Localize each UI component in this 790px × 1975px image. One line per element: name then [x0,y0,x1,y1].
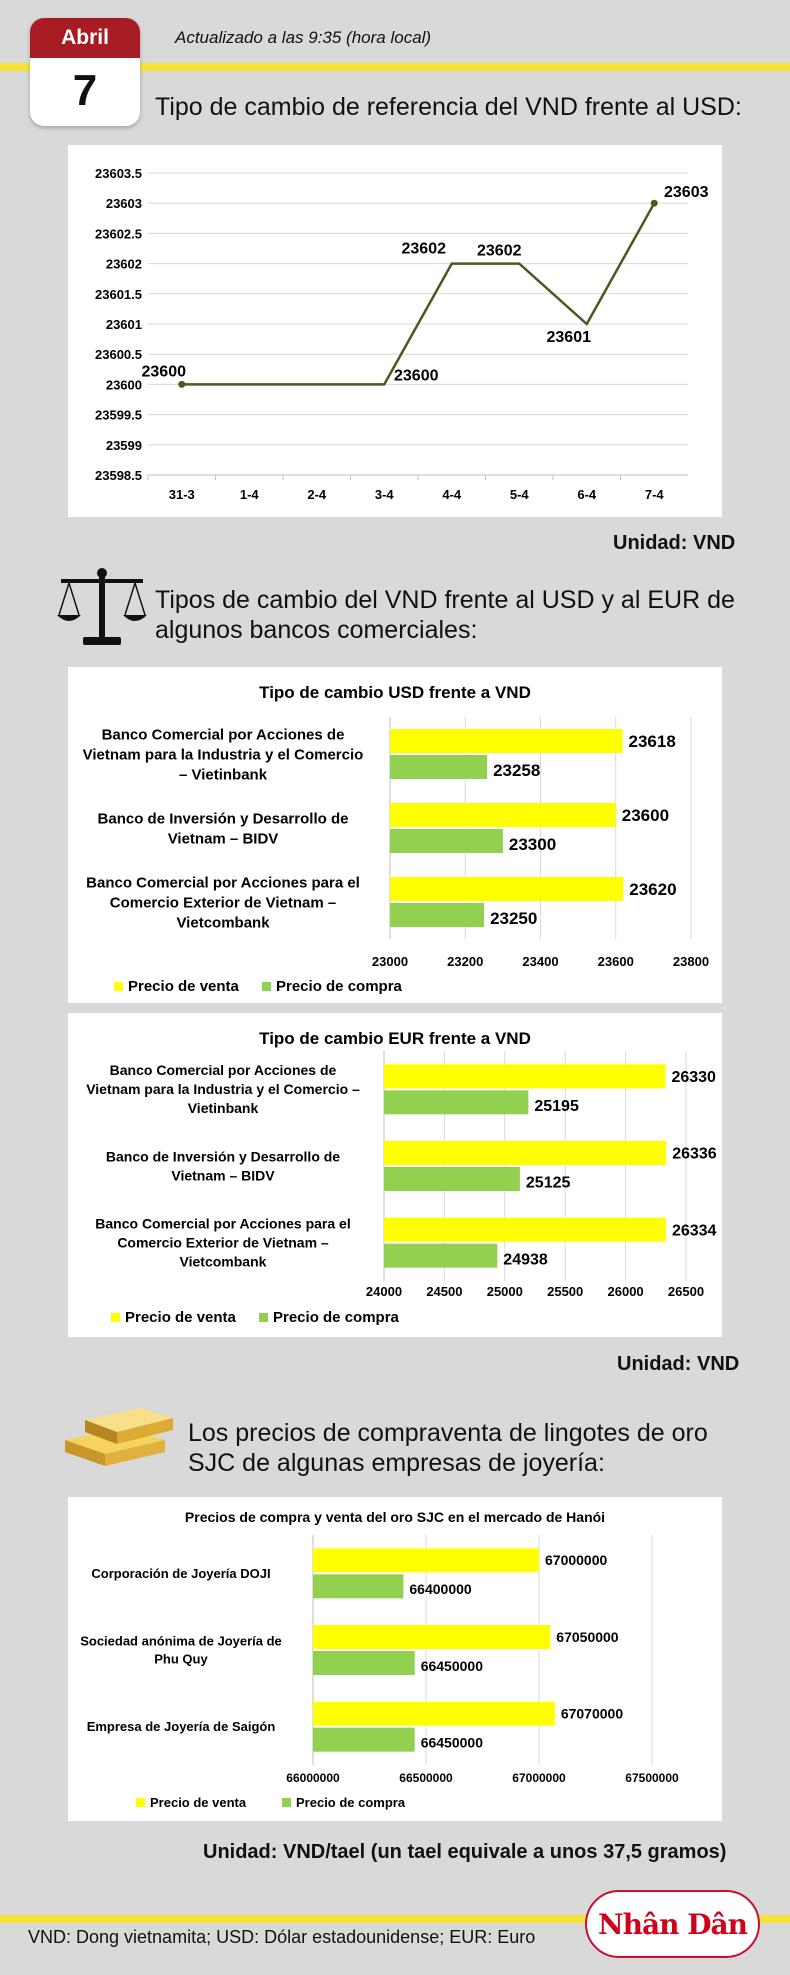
section3-heading-line2: SJC de algunas empresas de joyería: [188,1449,605,1477]
buy-bar [313,1728,415,1752]
usd-bar-chart [68,667,722,1003]
data-label: 23601 [546,329,591,346]
data-point-marker [178,381,185,388]
x-tick-label: 25500 [547,1284,584,1299]
legend-sell-label: Precio de venta [150,1795,247,1810]
x-tick-label: 24500 [426,1284,463,1299]
y-tick-label: 23600 [105,377,142,393]
buy-bar [384,1090,528,1114]
category-label: Vietnam – BIDV [167,830,279,848]
sell-value-label: 23618 [628,731,676,751]
data-label: 23602 [477,242,522,260]
x-tick-label: 23600 [597,954,634,969]
buy-value-label: 23250 [490,908,538,928]
legend-buy-swatch [262,982,271,991]
category-label: Comercio Exterior de Vietnam – [109,894,337,912]
section1-unit: Unidad: VND [613,532,736,554]
data-label: 23600 [141,363,186,381]
x-tick-label: 26500 [667,1284,705,1299]
y-tick-label: 23599.5 [95,407,142,423]
sell-bar [313,1702,555,1726]
data-label: 23602 [401,240,446,258]
nhan-dan-logo [585,1890,760,1958]
y-tick-label: 23601.5 [95,286,142,302]
data-point-marker [651,200,658,207]
logo-text: Nhân Dân [598,1907,747,1941]
category-label: Vietinbank [187,1100,259,1117]
x-tick-label: 24000 [365,1284,403,1299]
x-tick-label: 67000000 [512,1771,566,1785]
buy-bar [390,829,503,853]
footer-abbreviations: VND: Dong vietnamita; USD: Dólar estadounidense; EUR: Euro [28,1927,536,1947]
section1-heading: Tipo de cambio de referencia del VND frente al USD: [155,93,742,121]
chart-title: Tipo de cambio EUR frente a VND [259,1029,531,1048]
x-tick-label: 25000 [486,1284,523,1299]
category-label: Banco de Inversión y Desarrollo de [97,810,349,828]
section2-heading [155,585,735,645]
x-tick-label: 6-4 [577,487,597,502]
category-label: Empresa de Joyería de Saigón [86,1719,276,1735]
section3-heading [188,1418,708,1478]
x-tick-label: 3-4 [374,487,394,502]
y-tick-label: 23598.5 [95,468,142,483]
sell-value-label: 26334 [671,1222,717,1240]
x-tick-label: 2-4 [307,487,327,502]
sell-value-label: 26336 [672,1145,717,1163]
sell-value-label: 23600 [621,805,670,825]
category-label: Sociedad anónima de Joyería de [80,1633,282,1649]
sell-value-label: 67070000 [560,1705,624,1722]
section2-heading-line1: Tipos de cambio del VND frente al USD y al EUR de [155,586,735,614]
x-tick-label: 66500000 [399,1771,453,1785]
category-label: Vietnam para la Industria y el Comercio – [86,1081,360,1098]
chart-title: Tipo de cambio USD frente a VND [259,683,531,702]
buy-value-label: 66450000 [420,1734,483,1751]
sell-bar [313,1625,550,1649]
category-label: Corporación de Joyería DOJI [91,1565,271,1581]
sell-bar [390,877,623,901]
x-tick-label: 23400 [522,954,559,969]
legend-sell-swatch [136,1798,145,1807]
category-label: Banco Comercial por Acciones para el [95,1215,351,1232]
y-tick-label: 23602 [105,256,142,272]
section3-unit: Unidad: VND/tael (un tael equivale a unos 37,5 gramos) [203,1841,727,1863]
section2-heading-line2: algunos bancos comerciales: [155,616,478,644]
category-label: – Vietinbank [178,766,268,784]
sell-bar [384,1218,666,1242]
chart-title: Precios de compra y venta del oro SJC en el mercado de Hanói [184,1509,606,1525]
x-tick-label: 67500000 [625,1771,679,1785]
reference-rate-line-chart [68,145,722,517]
category-label: Banco de Inversión y Desarrollo de [105,1148,341,1165]
legend-buy-label: Precio de compra [273,1309,399,1326]
legend-buy-label: Precio de compra [296,1795,406,1810]
legend-buy-swatch [282,1798,291,1807]
sell-bar [390,729,623,753]
buy-bar [390,755,487,779]
buy-value-label: 25125 [525,1174,571,1192]
y-tick-label: 23601 [105,317,142,332]
legend-sell-swatch [114,982,123,991]
y-tick-label: 23603 [105,196,142,212]
category-label: Vietnam – BIDV [171,1167,275,1184]
legend-sell-label: Precio de venta [125,1309,236,1326]
x-tick-label: 23000 [371,954,409,969]
data-label: 23603 [664,184,709,202]
buy-bar [313,1651,415,1675]
date-month: Abril [30,18,140,58]
sell-value-label: 26330 [671,1068,716,1086]
category-label: Comercio Exterior de Vietnam – [117,1234,329,1251]
gold-bars-icon [55,1390,180,1475]
x-tick-label: 66000000 [286,1771,340,1785]
buy-value-label: 66450000 [420,1657,483,1674]
gold-bar-chart-card [68,1497,722,1821]
category-label: Phu Quy [154,1651,208,1667]
eur-bar-chart-card [68,1013,722,1337]
category-label: Banco Comercial por Acciones de [101,726,345,744]
buy-bar [384,1167,520,1191]
x-tick-label: 31-3 [168,487,195,502]
date-day: 7 [72,66,98,115]
x-tick-label: 5-4 [509,487,529,502]
sell-value-label: 23620 [629,879,677,899]
buy-value-label: 25195 [534,1097,579,1115]
y-tick-label: 23603.5 [95,166,142,181]
sell-bar [384,1064,665,1088]
legend-sell-label: Precio de venta [128,978,239,995]
category-label: Vietcombank [176,914,270,932]
line-chart-card [68,145,722,517]
buy-value-label: 23258 [493,760,541,780]
date-badge [30,18,140,126]
x-tick-label: 7-4 [644,487,664,502]
legend-buy-swatch [259,1313,268,1322]
x-tick-label: 4-4 [442,487,462,502]
usd-bar-chart-card [68,667,722,1003]
sell-bar [313,1548,539,1572]
scales-icon [55,565,150,655]
category-label: Vietcombank [179,1253,267,1270]
sell-value-label: 67000000 [545,1552,608,1569]
buy-value-label: 23300 [508,834,557,854]
sell-bar [384,1141,666,1165]
x-tick-label: 1-4 [239,487,259,502]
buy-value-label: 24938 [503,1251,548,1269]
sell-value-label: 67050000 [556,1628,619,1645]
legend-sell-swatch [111,1313,120,1322]
eur-bar-chart [68,1013,722,1337]
y-tick-label: 23602.5 [95,226,142,242]
legend-buy-label: Precio de compra [276,978,402,995]
category-label: Vietnam para la Industria y el Comercio [82,746,364,764]
y-tick-label: 23600.5 [95,347,142,363]
buy-value-label: 66400000 [409,1581,472,1598]
section2-unit: Unidad: VND [617,1353,740,1375]
buy-bar [390,903,484,927]
x-tick-label: 26000 [607,1284,644,1299]
buy-bar [384,1244,497,1268]
y-tick-label: 23599 [105,437,142,453]
category-label: Banco Comercial por Acciones para el [86,874,360,892]
x-tick-label: 23200 [447,954,484,969]
x-tick-label: 23800 [672,954,710,969]
sell-bar [390,803,616,827]
buy-bar [313,1574,403,1598]
category-label: Banco Comercial por Acciones de [109,1062,337,1079]
gold-bar-chart [68,1497,722,1821]
data-label: 23600 [394,367,439,385]
updated-time: Actualizado a las 9:35 (hora local) [175,28,432,47]
section3-heading-line1: Los precios de compraventa de lingotes de oro [188,1419,708,1447]
